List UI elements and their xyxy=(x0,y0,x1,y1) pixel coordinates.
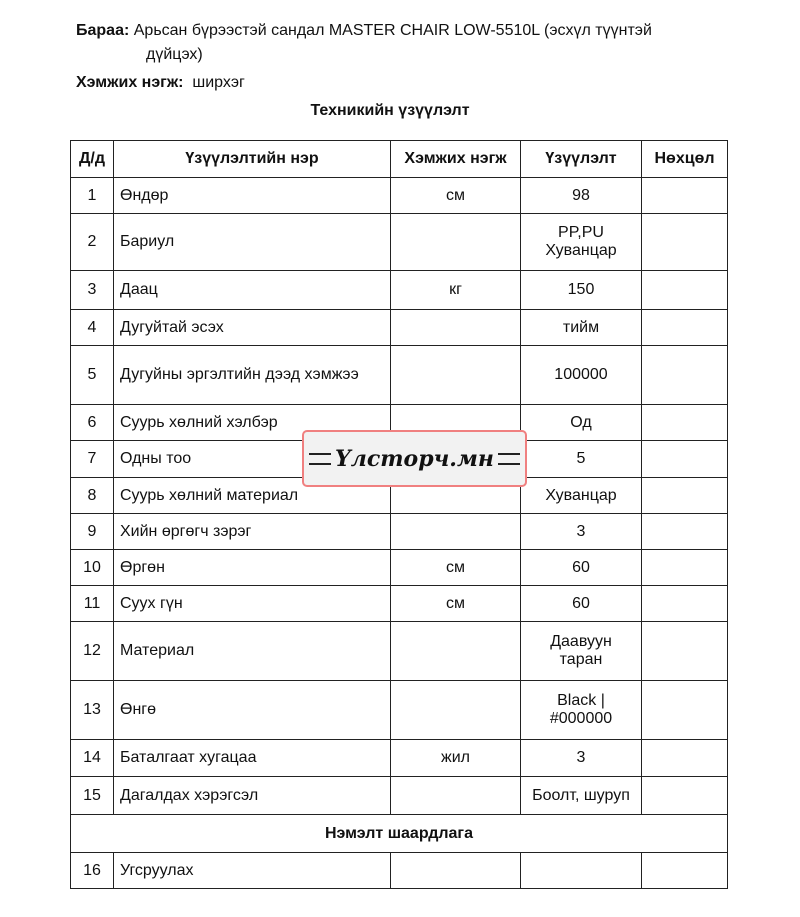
section-row xyxy=(71,815,728,853)
cell-n: 10 xyxy=(71,550,114,586)
cell-n: 8 xyxy=(71,478,114,514)
cell-name: Суух гүн xyxy=(114,586,391,622)
cell-unit: см xyxy=(391,178,521,214)
cell-condition xyxy=(642,550,728,586)
cell-name: Дугуйтай эсэх xyxy=(114,310,391,346)
cell-condition xyxy=(642,271,728,310)
cell-value: Боолт, шуруп xyxy=(521,777,642,815)
cell-condition xyxy=(642,441,728,478)
cell-condition xyxy=(642,478,728,514)
cell-name: Дагалдах хэрэгсэл xyxy=(114,777,391,815)
cell-value: Од xyxy=(521,405,642,441)
cell-n: 4 xyxy=(71,310,114,346)
cell-name: Суурь хөлний хэлбэр xyxy=(114,405,391,441)
unit-line xyxy=(76,74,245,92)
cell-value: 100000 xyxy=(521,346,642,405)
watermark-logo: Үлсторч.мн xyxy=(302,430,527,487)
table-row xyxy=(71,346,728,405)
column-header: Д/д xyxy=(71,141,114,178)
cell-condition xyxy=(642,514,728,550)
cell-n: 13 xyxy=(71,681,114,740)
cell-value: 60 xyxy=(521,550,642,586)
cell-value: 98 xyxy=(521,178,642,214)
cell-value: 3 xyxy=(521,740,642,777)
table-row xyxy=(71,178,728,214)
cell-value: 150 xyxy=(521,271,642,310)
cell-condition xyxy=(642,178,728,214)
cell-condition xyxy=(642,310,728,346)
column-header: Хэмжих нэгж xyxy=(391,141,521,178)
cell-value: Даавуун таран xyxy=(521,622,642,681)
cell-n: 5 xyxy=(71,346,114,405)
cell-name: Өнгө xyxy=(114,681,391,740)
cell-unit xyxy=(391,622,521,681)
cell-condition xyxy=(642,681,728,740)
cell-value: 3 xyxy=(521,514,642,550)
cell-name: Материал xyxy=(114,622,391,681)
cell-name: Өндөр xyxy=(114,178,391,214)
cell-name: Баталгаат хугацаа xyxy=(114,740,391,777)
table-row xyxy=(71,777,728,815)
column-header: Үзүүлэлт xyxy=(521,141,642,178)
cell-name: Одны тоо xyxy=(114,441,391,478)
cell-name: Суурь хөлний материал xyxy=(114,478,391,514)
cell-unit: см xyxy=(391,586,521,622)
cell-unit xyxy=(391,514,521,550)
cell-name: Хийн өргөгч зэрэг xyxy=(114,514,391,550)
cell-n: 14 xyxy=(71,740,114,777)
wing-icon xyxy=(498,453,520,465)
table-row xyxy=(71,214,728,271)
table-row xyxy=(71,681,728,740)
cell-value: PP,PU Хуванцар xyxy=(521,214,642,271)
cell-condition xyxy=(642,214,728,271)
section-heading: Нэмэлт шаардлага xyxy=(71,815,728,853)
cell-name: Даац xyxy=(114,271,391,310)
cell-value: 5 xyxy=(521,441,642,478)
cell-unit xyxy=(391,310,521,346)
cell-n: 2 xyxy=(71,214,114,271)
cell-unit xyxy=(391,346,521,405)
unit-value: ширхэг xyxy=(192,74,245,91)
cell-unit xyxy=(391,681,521,740)
cell-condition xyxy=(642,622,728,681)
table-row xyxy=(71,586,728,622)
cell-condition xyxy=(642,740,728,777)
product-label: Бараа: xyxy=(76,22,130,39)
cell-condition xyxy=(642,777,728,815)
product-line xyxy=(76,22,652,40)
column-header: Нөхцөл xyxy=(642,141,728,178)
table-row xyxy=(71,550,728,586)
cell-name: Дугуйны эргэлтийн дээд хэмжээ xyxy=(114,346,391,405)
cell-condition xyxy=(642,405,728,441)
section-title: Техникийн үзүүлэлт xyxy=(310,102,470,119)
cell-condition xyxy=(642,586,728,622)
table-row xyxy=(71,622,728,681)
cell-unit: жил xyxy=(391,740,521,777)
cell-value: Хуванцар xyxy=(521,478,642,514)
cell-unit: см xyxy=(391,550,521,586)
cell-n: 9 xyxy=(71,514,114,550)
cell-unit xyxy=(391,777,521,815)
cell-name: Угсруулах xyxy=(114,853,391,889)
cell-name: Өргөн xyxy=(114,550,391,586)
table-row xyxy=(71,740,728,777)
wing-icon xyxy=(309,453,331,465)
cell-unit xyxy=(391,853,521,889)
cell-value: тийм xyxy=(521,310,642,346)
cell-n: 6 xyxy=(71,405,114,441)
cell-n: 12 xyxy=(71,622,114,681)
cell-n: 1 xyxy=(71,178,114,214)
cell-name: Бариул xyxy=(114,214,391,271)
cell-n: 11 xyxy=(71,586,114,622)
cell-condition xyxy=(642,346,728,405)
table-row xyxy=(71,271,728,310)
table-row xyxy=(71,853,728,889)
cell-n: 3 xyxy=(71,271,114,310)
cell-n: 15 xyxy=(71,777,114,815)
product-line-2: дүйцэх) xyxy=(146,46,203,63)
cell-unit: кг xyxy=(391,271,521,310)
table-row xyxy=(71,514,728,550)
cell-n: 16 xyxy=(71,853,114,889)
cell-condition xyxy=(642,853,728,889)
cell-value: Black | #000000 xyxy=(521,681,642,740)
spec-table xyxy=(70,140,728,889)
cell-value: 60 xyxy=(521,586,642,622)
unit-label: Хэмжих нэгж: xyxy=(76,74,184,91)
cell-unit xyxy=(391,214,521,271)
cell-value xyxy=(521,853,642,889)
table-row xyxy=(71,310,728,346)
column-header: Үзүүлэлтийн нэр xyxy=(114,141,391,178)
product-value: Арьсан бүрээстэй сандал MASTER CHAIR LOW-5510L (эсхүл түүнтэй xyxy=(133,22,652,39)
cell-n: 7 xyxy=(71,441,114,478)
